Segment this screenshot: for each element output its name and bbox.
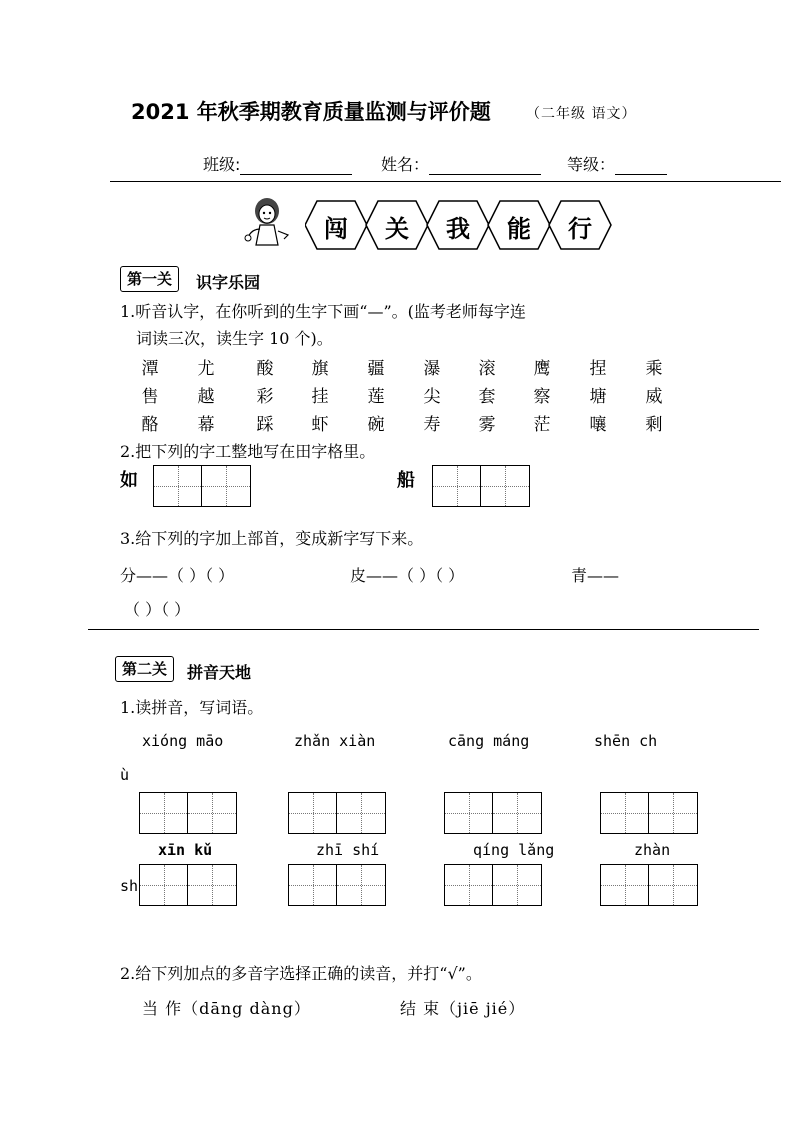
s2-q1: 1.读拼音，写词语。 — [120, 698, 264, 717]
s1-q3-line2: （ ）（ ） — [124, 600, 191, 619]
tianzige-grid[interactable] — [153, 465, 251, 507]
tianzige-cell[interactable] — [202, 466, 250, 506]
tianzige-grid[interactable] — [600, 792, 698, 834]
banner-char: 我 — [446, 215, 470, 243]
section-divider — [88, 629, 759, 630]
section2-title: 拼音天地 — [187, 663, 252, 682]
tianzige-grid[interactable] — [139, 864, 237, 906]
pinyin-label: shēn ch — [594, 732, 658, 750]
hanzi-item[interactable]: 虾 — [311, 415, 329, 435]
grade-field — [567, 152, 667, 175]
tianzige-cell[interactable] — [445, 793, 493, 833]
hanzi-item[interactable]: 乘 — [645, 359, 663, 379]
grade-blank[interactable] — [615, 158, 667, 175]
page-title: 2021 年秋季期教育质量监测与评价题 — [131, 100, 491, 124]
tianzige-grid[interactable] — [288, 792, 386, 834]
tianzige-grid[interactable] — [444, 792, 542, 834]
q2-char-chuan: 船 — [397, 470, 415, 491]
hanzi-item[interactable]: 套 — [478, 387, 496, 407]
class-label: 班级: — [203, 155, 241, 174]
s1-q3-fen: 分——（ ）（ ） — [120, 566, 235, 585]
tianzige-cell[interactable] — [154, 466, 202, 506]
tianzige-cell[interactable] — [445, 865, 493, 905]
class-field — [203, 152, 352, 175]
hanzi-item[interactable]: 瀑 — [423, 359, 441, 379]
tianzige-grid[interactable] — [432, 465, 530, 507]
pinyin-label: cāng máng — [448, 732, 530, 750]
s1-q1-line2: 词读三次，读生字 10 个)。 — [136, 329, 333, 348]
name-blank[interactable] — [429, 158, 541, 175]
hanzi-item[interactable]: 酸 — [256, 359, 274, 379]
s1-q1-line1: 1.听音认字，在你听到的生字下画“—”。(监考老师每字连 — [120, 302, 526, 321]
hanzi-item[interactable]: 寿 — [423, 415, 441, 435]
hanzi-item[interactable]: 滚 — [478, 359, 496, 379]
s1-q3: 3.给下列的字加上部首，变成新字写下来。 — [120, 529, 424, 548]
banner-char: 能 — [507, 215, 531, 243]
tianzige-cell[interactable] — [649, 793, 697, 833]
banner-char: 行 — [568, 215, 592, 243]
hanzi-item[interactable]: 疆 — [367, 359, 385, 379]
hanzi-item[interactable]: 越 — [197, 387, 215, 407]
hanzi-item[interactable]: 察 — [533, 387, 551, 407]
s1-q3-pi: 皮——（ ）（ ） — [350, 566, 465, 585]
tianzige-grid[interactable] — [139, 792, 237, 834]
section1-title: 识字乐园 — [196, 273, 261, 292]
hanzi-item[interactable]: 彩 — [256, 387, 274, 407]
tianzige-grid[interactable] — [288, 864, 386, 906]
pinyin-wrap: ù — [120, 766, 130, 784]
header-divider — [110, 181, 781, 182]
tianzige-grid[interactable] — [600, 864, 698, 906]
tianzige-cell[interactable] — [289, 865, 337, 905]
grade-label: 等级： — [567, 155, 616, 174]
hanzi-item[interactable]: 酪 — [141, 415, 159, 435]
hanzi-item[interactable]: 旗 — [311, 359, 329, 379]
name-label: 姓名： — [381, 155, 430, 174]
tianzige-cell[interactable] — [649, 865, 697, 905]
hanzi-item[interactable]: 茫 — [533, 415, 551, 435]
tianzige-cell[interactable] — [337, 793, 385, 833]
s2-q2: 2.给下列加点的多音字选择正确的读音，并打“√”。 — [120, 964, 482, 983]
tianzige-grid[interactable] — [444, 864, 542, 906]
tianzige-cell[interactable] — [140, 793, 188, 833]
hanzi-item[interactable]: 塘 — [589, 387, 607, 407]
tianzige-cell[interactable] — [481, 466, 529, 506]
name-field — [381, 152, 541, 175]
q2-char-ru: 如 — [120, 470, 138, 491]
pinyin-label: zhǎn xiàn — [294, 732, 376, 750]
section1-badge: 第一关 — [120, 266, 179, 292]
hanzi-item[interactable]: 挂 — [311, 387, 329, 407]
hanzi-item[interactable]: 嚷 — [589, 415, 607, 435]
banner-char: 关 — [385, 215, 409, 243]
banner-char: 闯 — [324, 215, 348, 243]
hanzi-item[interactable]: 潭 — [141, 359, 159, 379]
hanzi-item[interactable]: 尤 — [197, 359, 215, 379]
pinyin-wrap: sh — [120, 877, 139, 895]
pinyin-label: xióng māo — [142, 732, 224, 750]
pinyin-label: zhī shí — [316, 841, 380, 859]
tianzige-cell[interactable] — [433, 466, 481, 506]
polyphone-item-dang[interactable]: 当 作（dāng dàng） — [142, 999, 311, 1018]
class-blank[interactable] — [240, 158, 352, 175]
pinyin-label: zhàn — [634, 841, 671, 859]
s1-q3-qing: 青—— — [571, 566, 620, 585]
hanzi-item[interactable]: 莲 — [367, 387, 385, 407]
tianzige-cell[interactable] — [493, 793, 541, 833]
hanzi-item[interactable]: 碗 — [367, 415, 385, 435]
tianzige-cell[interactable] — [337, 865, 385, 905]
hanzi-item[interactable]: 捏 — [589, 359, 607, 379]
polyphone-item-jie[interactable]: 结 束（jiē jié） — [400, 999, 526, 1018]
cartoon-girl-icon — [242, 195, 292, 251]
tianzige-cell[interactable] — [601, 865, 649, 905]
hanzi-item[interactable]: 幕 — [197, 415, 215, 435]
s1-q2: 2.把下列的字工整地写在田字格里。 — [120, 442, 376, 461]
pinyin-label: xīn kǔ — [158, 841, 213, 859]
tianzige-cell[interactable] — [493, 865, 541, 905]
hanzi-item[interactable]: 尖 — [423, 387, 441, 407]
hanzi-item[interactable]: 售 — [141, 387, 159, 407]
pinyin-label: qíng lǎng — [473, 841, 555, 859]
tianzige-cell[interactable] — [601, 793, 649, 833]
page-subtitle: （二年级 语文） — [526, 106, 637, 122]
tianzige-cell[interactable] — [289, 793, 337, 833]
hanzi-item[interactable]: 踩 — [256, 415, 274, 435]
hanzi-item[interactable]: 剩 — [645, 415, 663, 435]
tianzige-cell[interactable] — [140, 865, 188, 905]
section2-badge: 第二关 — [115, 656, 174, 682]
tianzige-cell[interactable] — [188, 793, 236, 833]
tianzige-cell[interactable] — [188, 865, 236, 905]
hanzi-item[interactable]: 威 — [645, 387, 663, 407]
hanzi-item[interactable]: 雾 — [478, 415, 496, 435]
hanzi-item[interactable]: 鹰 — [533, 359, 551, 379]
